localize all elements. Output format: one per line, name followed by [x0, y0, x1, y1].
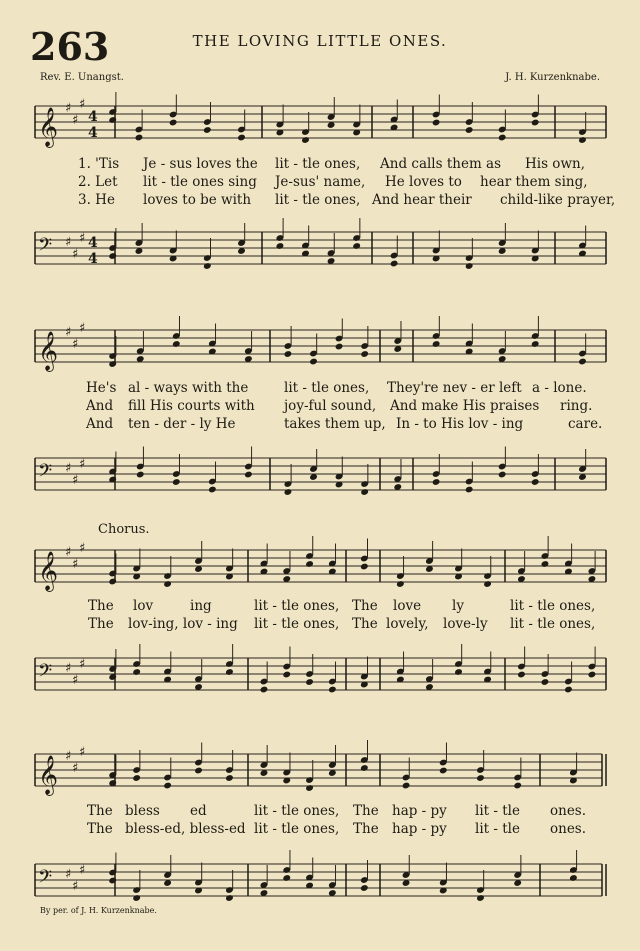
bass-clef-icon: 𝄢 — [38, 461, 53, 486]
hymn-number: 263 — [30, 24, 110, 69]
lyric: hap - py — [392, 821, 447, 837]
bass-clef-icon: 𝄢 — [38, 235, 53, 260]
note-head — [136, 471, 145, 479]
sharp-icon: ♯ — [79, 321, 86, 336]
lyric: The — [87, 803, 113, 819]
note-head — [360, 563, 369, 571]
lyric: The — [87, 821, 113, 837]
note-head — [163, 580, 172, 588]
sharp-icon: ♯ — [79, 657, 86, 672]
note-head — [476, 774, 485, 782]
lyric: And hear their — [372, 192, 472, 208]
author-credit: Rev. E. Unangst. — [40, 72, 124, 83]
lyric: The — [88, 598, 114, 614]
time-signature-bottom: 4 — [88, 251, 98, 267]
lyric: lit - tle ones, — [254, 616, 340, 632]
note-head — [578, 136, 587, 144]
note-head — [465, 262, 474, 270]
note-head — [432, 119, 441, 127]
lyric: care. — [568, 416, 603, 432]
lyric: lit - tle ones, — [254, 598, 340, 614]
note-head — [360, 488, 369, 496]
lyric: fill His courts with — [128, 398, 255, 414]
note-head — [244, 471, 253, 479]
sharp-icon: ♯ — [65, 101, 72, 116]
system-3-bass — [0, 644, 640, 706]
lyric: He loves to — [385, 174, 462, 190]
lyric: His own, — [525, 156, 585, 172]
sharp-icon: ♯ — [72, 337, 79, 352]
lyric: lit - tle ones, — [510, 598, 596, 614]
note-head — [541, 560, 550, 568]
note-head — [588, 671, 597, 679]
note-head — [132, 668, 141, 676]
note-head — [360, 350, 369, 358]
note-head — [282, 874, 291, 882]
lyric: a - lone. — [532, 380, 587, 396]
note-head — [432, 340, 441, 348]
lyric: 2. Let — [78, 174, 118, 190]
verse-2-line-b — [0, 398, 640, 416]
note-head — [225, 774, 234, 782]
note-head — [531, 478, 540, 486]
note-head — [169, 119, 178, 127]
lyric: The — [352, 616, 378, 632]
sharp-icon: ♯ — [72, 761, 79, 776]
note-head — [465, 486, 474, 494]
note-head — [531, 119, 540, 127]
note-head — [517, 671, 526, 679]
system-3-treble — [0, 536, 640, 598]
lyric: ed — [190, 803, 207, 819]
note-head — [309, 358, 318, 366]
note-head — [305, 678, 314, 686]
note-head — [260, 686, 269, 694]
note-head — [194, 767, 203, 775]
note-head — [208, 486, 217, 494]
lyric: ing — [190, 598, 212, 614]
lyric: child-like prayer, — [500, 192, 616, 208]
sharp-icon: ♯ — [72, 557, 79, 572]
sharp-icon: ♯ — [79, 863, 86, 878]
lyric: ones. — [550, 803, 587, 819]
note-head — [284, 488, 293, 496]
lyric: takes them up, — [284, 416, 386, 432]
verse-1-line-b — [0, 380, 640, 398]
lyric: ten - der - ly He — [128, 416, 236, 432]
sharp-icon: ♯ — [79, 745, 86, 760]
lyric: lit - tle ones sing — [143, 174, 257, 190]
sharp-icon: ♯ — [79, 457, 86, 472]
treble-clef-icon: 𝄞 — [38, 755, 59, 795]
lyric: lit - tle ones, — [254, 821, 340, 837]
sharp-icon: ♯ — [72, 879, 79, 894]
note-head — [498, 471, 507, 479]
treble-clef-icon: 𝄞 — [38, 551, 59, 591]
note-head — [439, 767, 448, 775]
sharp-icon: ♯ — [72, 113, 79, 128]
sharp-icon: ♯ — [72, 473, 79, 488]
lyric: lov — [133, 598, 154, 614]
lyric: And — [86, 398, 114, 414]
note-head — [301, 136, 310, 144]
lyric: lit - tle ones, — [254, 803, 340, 819]
system-1-bass — [0, 218, 640, 280]
bass-clef-icon: 𝄢 — [38, 661, 53, 686]
note-head — [513, 782, 522, 790]
lyric: Je-sus' name, — [275, 174, 366, 190]
chorus-label: Chorus. — [98, 522, 150, 537]
note-head — [541, 678, 550, 686]
sharp-icon: ♯ — [65, 867, 72, 882]
lyric: And — [86, 416, 114, 432]
sharp-icon: ♯ — [65, 325, 72, 340]
composer-credit: J. H. Kurzenknabe. — [505, 72, 600, 83]
note-head — [360, 884, 369, 892]
note-head — [396, 580, 405, 588]
note-head — [284, 350, 293, 358]
sharp-icon: ♯ — [79, 231, 86, 246]
system-1-treble — [0, 92, 640, 154]
sharp-icon: ♯ — [65, 661, 72, 676]
lyric: They're nev - er left — [387, 380, 522, 396]
lyric: bless-ed, bless-ed — [125, 821, 246, 837]
lyric: 1. 'Tis — [78, 156, 120, 172]
sharp-icon: ♯ — [65, 545, 72, 560]
lyric: lovely, — [386, 616, 429, 632]
lyric: lit - tle — [475, 821, 520, 837]
note-head — [454, 668, 463, 676]
footer-permission: By per. of J. H. Kurzenknabe. — [40, 906, 157, 915]
note-head — [132, 894, 141, 902]
note-head — [172, 340, 181, 348]
note-head — [203, 262, 212, 270]
lyric: And make His praises — [390, 398, 540, 414]
note-head — [305, 560, 314, 568]
system-4-treble — [0, 740, 640, 802]
treble-clef-icon: 𝄞 — [38, 331, 59, 371]
sharp-icon: ♯ — [65, 749, 72, 764]
lyric: In - to His lov - ing — [396, 416, 524, 432]
lyric: lit - tle ones, — [275, 192, 361, 208]
note-head — [569, 874, 578, 882]
verse-2-line-a — [0, 174, 640, 192]
chorus-line-1b — [0, 616, 640, 634]
bass-clef-icon: 𝄢 — [38, 867, 53, 892]
sharp-icon: ♯ — [72, 247, 79, 262]
treble-clef-icon: 𝄞 — [38, 107, 59, 147]
note-head — [402, 782, 411, 790]
lyric: lit - tle ones, — [275, 156, 361, 172]
lyric: The — [88, 616, 114, 632]
chorus-line-1a — [0, 598, 640, 616]
sharp-icon: ♯ — [65, 235, 72, 250]
chorus-line-2a — [0, 803, 640, 821]
note-head — [305, 784, 314, 792]
note-head — [531, 340, 540, 348]
note-head — [135, 134, 144, 142]
time-signature-bottom: 4 — [88, 125, 98, 141]
note-head — [276, 242, 285, 250]
verse-1-line-a — [0, 156, 640, 174]
note-head — [564, 686, 573, 694]
note-head — [225, 894, 234, 902]
note-head — [328, 686, 337, 694]
note-head — [483, 580, 492, 588]
hymn-title: THE LOVING LITTLE ONES. — [192, 32, 448, 50]
lyric: joy-ful sound, — [284, 398, 377, 414]
lyric: loves to be with — [143, 192, 252, 208]
sharp-icon: ♯ — [72, 673, 79, 688]
lyric: He's — [86, 380, 117, 396]
sharp-icon: ♯ — [65, 461, 72, 476]
lyric: lit - tle ones, — [284, 380, 370, 396]
lyric: lit - tle — [475, 803, 520, 819]
lyric: Je - sus loves the — [143, 156, 258, 172]
lyric: ones. — [550, 821, 587, 837]
lyric: hap - py — [392, 803, 447, 819]
lyric: ring. — [560, 398, 593, 414]
note-head — [360, 764, 369, 772]
note-head — [225, 668, 234, 676]
chorus-line-2b — [0, 821, 640, 839]
lyric: The — [353, 821, 379, 837]
system-2-treble — [0, 316, 640, 378]
verse-3-line-a — [0, 192, 640, 210]
lyric: love — [393, 598, 422, 614]
note-head — [172, 478, 181, 486]
note-head — [132, 774, 141, 782]
lyric: al - ways with the — [128, 380, 249, 396]
note-head — [352, 242, 361, 250]
sharp-icon: ♯ — [79, 97, 86, 112]
system-4-bass — [0, 850, 640, 912]
note-head — [476, 894, 485, 902]
lyric: 3. He — [78, 192, 115, 208]
sharp-icon: ♯ — [79, 541, 86, 556]
verse-3-line-b — [0, 416, 640, 434]
time-signature-top: 4 — [88, 109, 98, 125]
time-signature-top: 4 — [88, 235, 98, 251]
lyric: And calls them as — [380, 156, 502, 172]
note-head — [163, 782, 172, 790]
note-head — [432, 478, 441, 486]
lyric: ly — [452, 598, 464, 614]
lyric: The — [353, 803, 379, 819]
note-head — [498, 134, 507, 142]
note-head — [335, 343, 344, 351]
system-2-bass — [0, 444, 640, 506]
note-head — [465, 126, 474, 134]
lyric: lit - tle ones, — [510, 616, 596, 632]
lyric: lov-ing, lov - ing — [128, 616, 238, 632]
note-head — [578, 358, 587, 366]
lyric: love-ly — [443, 616, 488, 632]
note-head — [203, 126, 212, 134]
lyric: The — [352, 598, 378, 614]
lyric: hear them sing, — [480, 174, 588, 190]
note-head — [282, 671, 291, 679]
note-head — [390, 260, 399, 268]
lyric: bless — [125, 803, 160, 819]
note-head — [237, 134, 246, 142]
